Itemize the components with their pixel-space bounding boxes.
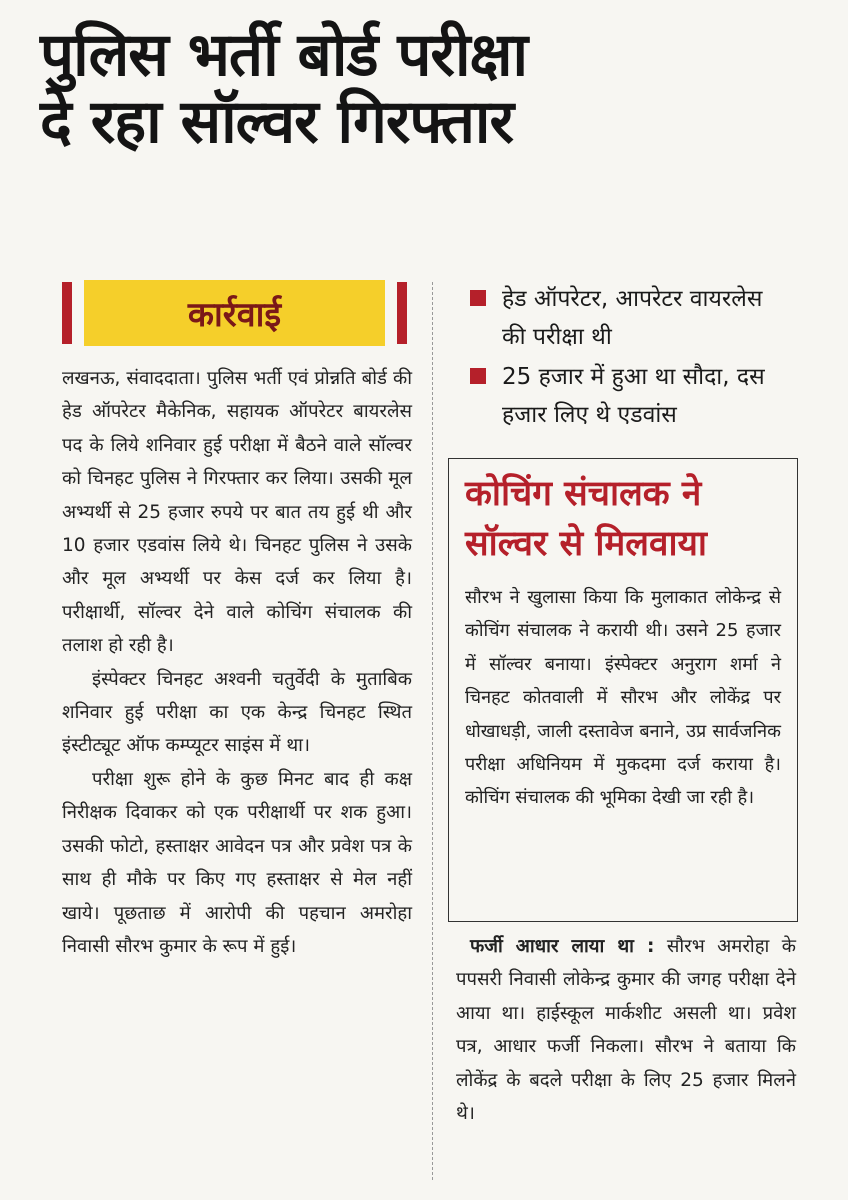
- main-story: [62, 362, 412, 963]
- highlight-bullet-1: [462, 280, 792, 356]
- subhead-body: सौरभ अमरोहा के पपसरी निवासी लोकेन्द्र कुमार की जगह परीक्षा देने आया था। हाईस्कूल मार्कशीट असली था। प्रवेश पत्र, आधार फर्जी निकला। सौरभ ने बताया कि लोकेंद्र के बदले परीक्षा के लिए 25 हजार मिलने थे।: [456, 936, 796, 1125]
- kicker-bar-left: [62, 282, 72, 344]
- box-title-line-2: सॉल्वर से मिलवाया: [465, 524, 707, 564]
- kicker-bar-right: [397, 282, 407, 344]
- story-paragraph-3: परीक्षा शुरू होने के कुछ मिनट बाद ही कक्ष निरीक्षक दिवाकर को एक परीक्षार्थी पर शक हुआ। उसकी फोटो, हस्ताक्षर आवेदन पत्र और प्रवेश पत्र के साथ ही मौके पर किए गए हस्ताक्षर से मेल नहीं खाये। पूछताछ में आरोपी की पहचान अमरोहा निवासी सौरभ कुमार के रूप में हुई।: [62, 768, 412, 957]
- headline: [40, 22, 820, 156]
- box-title: [465, 469, 785, 569]
- highlight-bullets: [462, 280, 792, 436]
- headline-line-1: पुलिस भर्ती बोर्ड परीक्षा: [40, 20, 528, 90]
- coaching-sidebar-box: [448, 458, 798, 922]
- story-paragraph-1: लखनऊ, संवाददाता। पुलिस भर्ती एवं प्रोन्नति बोर्ड की हेड ऑपरेटर मैकेनिक, सहायक ऑपरेटर बायरलेस पद के लिये शनिवार हुई परीक्षा में बैठने वाले सॉल्वर को चिनहट पुलिस ने गिरफ्तार कर लिया। उसकी मूल अभ्यर्थी से 25 हजार रुपये पर बात तय हुई थी और 10 हजार एडवांस लिये थे। चिनहट पुलिस ने उसके और मूल अभ्यर्थी पर केस दर्ज कर लिया है। परीक्षार्थी, सॉल्वर देने वाले कोचिंग संचालक की तलाश हो रही है।: [62, 368, 412, 657]
- red-square-bullet-icon: [470, 290, 486, 306]
- highlight-bullet-2: [462, 358, 792, 434]
- headline-line-2: दे रहा सॉल्वर गिरफ्तार: [40, 87, 514, 158]
- column-divider: [432, 282, 434, 1180]
- subhead-lead: फर्जी आधार लाया था :: [470, 936, 655, 957]
- highlight-bullet-text: हेड ऑपरेटर, आपरेटर वायरलेस की परीक्षा थी: [502, 286, 763, 350]
- kicker-label: [62, 280, 407, 346]
- story-paragraph-2: इंस्पेक्टर चिनहट अश्वनी चतुर्वेदी के मुताबिक शनिवार हुई परीक्षा का एक केन्द्र चिनहट स्थित इंस्टीट्यूट ऑफ कम्प्यूटर साइंस में था।: [62, 668, 412, 757]
- kicker-text: कार्रवाई: [84, 280, 385, 346]
- box-title-line-1: कोचिंग संचालक ने: [465, 474, 702, 514]
- highlight-bullet-text: 25 हजार में हुआ था सौदा, दस हजार लिए थे एडवांस: [502, 364, 765, 428]
- fake-aadhaar-story: [456, 930, 796, 1130]
- red-square-bullet-icon: [470, 368, 486, 384]
- box-body: सौरभ ने खुलासा किया कि मुलाकात लोकेन्द्र से कोचिंग संचालक ने करायी थी। उसने 25 हजार में सॉल्वर बनाया। इंस्पेक्टर अनुराग शर्मा ने चिनहट कोतवाली में सौरभ और लोकेंद्र पर धोखाधड़ी, जाली दस्तावेज बनाने, उप्र सार्वजनिक परीक्षा अधिनियम में मुकदमा दर्ज कराया है। कोचिंग संचालक की भूमिका देखी जा रही है।: [465, 587, 781, 809]
